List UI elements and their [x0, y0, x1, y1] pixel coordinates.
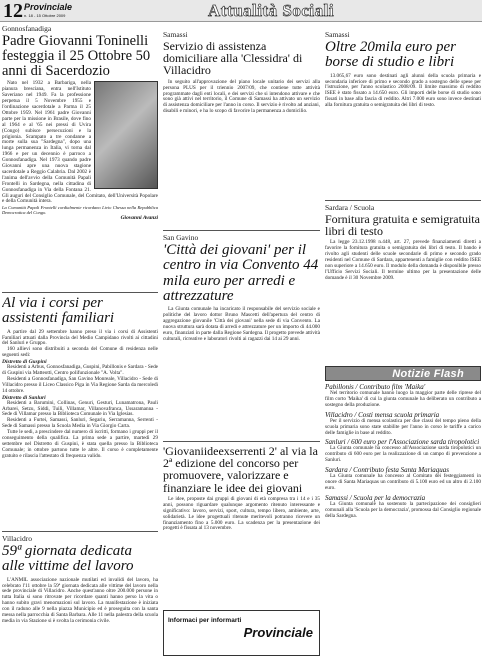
info-box [163, 610, 320, 656]
article-title: Oltre 20mila euro per borse di studio e libri [325, 39, 456, 71]
article-body: La Giunta comunale ha incaricato il responsabile del servizio sociale e politiche del lavoro dottor Bruno Mascetti dell'apertura del centro di aggregazione giovanile 'Città dei giovani' nella sede di via Convento. La nuova struttura sarà dotata di arredi e attrezzature per un importo di 44.000 euro, finanziati in parte dalla Regione Sardegna. Il progetto prevede attività culturali, ricreative e laboratori rivolti ai ragazzi dai 14 ai 29 anni. [163, 306, 320, 342]
notizie-item: La Giunta comunale ha concesso al Comitato dei festeggiamenti in onore di Santa Mariaquas un contributo di 5.100 euro ed un altro di 2.100 euro. [325, 473, 481, 491]
notizie-item: La Giunta comunale ha sostenuto la partecipazione dei consiglieri comunali alla 'Scuola per la democrazia', promossa dal Consiglio regionale della Sardegna. [325, 500, 481, 519]
divider [2, 531, 158, 532]
column-center [163, 24, 320, 656]
info-box-logo: Provinciale [243, 625, 313, 640]
article-title: 'Città dei giovani' per il centro in via Convento 44 mila euro per arredi e attrezzature [163, 242, 319, 304]
article-vittime [2, 534, 158, 656]
article-location: Sardara / Scuola [325, 203, 375, 212]
article-borse-studio [325, 30, 481, 198]
section-title: Attualità Sociali [208, 1, 335, 20]
article-title: Padre Giovanni Toninelli festeggia il 25 Ottobre 50 anni di Sacerdozio [2, 33, 151, 79]
article-citta-giovani [163, 233, 320, 439]
article-location: Gonnosfanadiga [2, 24, 52, 33]
newspaper-logo: Provinciale [24, 2, 73, 12]
article-title: 59ª giornata dedicata alle vittime del lavoro [2, 543, 134, 575]
notizie-item: Nel territorio comunale hanno luogo la maggior parte delle riprese del film corto 'Maika' di cui la giunta comunale ha deliberato un contributo a sostegno della produzione. [325, 390, 481, 408]
article-giovaniidee [163, 444, 320, 606]
article-body: Nato nel 1932 a Barbariga, nella pianura bresciana, entra nell'Istituto Saveriano nel 1949. Fa la professione perpetua il 5 Novembre 1955 e l'ordinazione sacerdotale a Parma il 25 Ottobre 1959. Nel 1961 padre Giovanni parte per la missione in Brasile, dove fino al 1964 e al '65 nei pressi di Uvira (Congo) subisce persecuzioni e la prigionia. Scampato a tre condanne a morte sulla sua "Sardegna", dopo una lunga permanenza in Italia, vi torna dal 1966 e per un decennio è parroco a Gonnosfanadiga. Nel 1973 quando padre Giovanni apre una nuova stagione sacerdotale a Reggio Calabria. Dal 2002 è l'anima dell'avvio della Comunità Papali Frontelli in Sardegna, nella cittadina di Gonnosfanadiga in Via della Fontana 21. Gli auguri del Consiglio Comunale, del Comitato, dell'Università Popolare e della Comunità intera. [2, 80, 158, 205]
article-body: La legge 23.12.1998 n.448, art. 27, prevede finanziamenti diretti a favorire la fornitura gratuita o semigratuita dei libri di testo. Il bando è rivolto agli studenti delle scuole secondarie di primo e secondo grado residenti nel Comune di Sardara, appartenenti a famiglie con reddito ISEE non superiore a 14.650 euro. Il modulo della domanda è disponibile presso l'Ufficio Servizi Sociali. Il termine ultimo per la presentazione delle domande è il 30 Novembre 2009. [325, 239, 481, 281]
article-title: Al via i corsi per assistenti familiari [2, 295, 115, 327]
divider [163, 230, 320, 231]
article-body: 13.065,67 euro sono destinati agli alunni della scuola primaria e secondaria inferiore di primo e secondo grado a sostegno delle spese per l'istruzione, per l'anno scolastico 2008/09. Il limite massimo di reddito ISEE è stato fissato a 14.650 euro. Gli importi delle borse di studio sono fissati in base alla fascia di reddito. Altri 7.000 euro sono invece destinati alla fornitura gratuita o semigratuita dei libri di testo. [325, 72, 481, 109]
article-location: San Gavino [163, 233, 199, 242]
article-location: Samassi [163, 30, 188, 39]
page-header [0, 0, 482, 22]
notizie-flash: Notizie Flash Pabillonis / Contributo film 'Maika' Nel territorio comunale hanno luogo la maggior parte delle riprese del film corto 'Maika' di cui la giunta comunale ha deliberato un contributo a sostegno della produzione. Villacidro / Costi mensa scuola primaria Per il servizio di mensa scolastica per due classi del tempo pieno della scuola primaria sono state stabilite per l'anno in corso le tariffe a carico delle famiglie in base al reddito. Sanluri / 600 euro per l'Associazione sarda tiropolotici La Giunta comunale ha concesso all'Associazione sarda tiropolotici un contributo di 600 euro per la realizzazione di un campo di prevenzione a Sanluri. Sardara / Contributo festa Santa Mariaquas La Giunta comunale ha concesso al Comitato dei festeggiamenti in onore di Santa Mariaquas un contributo di 5.100 euro ed un altro di 2.100 euro. Samassi / Scuola per la democrazia La Giunta comunale ha sostenuto la partecipazione dei consiglieri comunali alla 'Scuola per la democrazia', promossa dal Consiglio regionale della Sardegna. [325, 368, 481, 519]
article-location: Villacidro [2, 534, 32, 543]
page-number: 12 [3, 0, 23, 22]
article-title: Fornitura gratuita e semigratuita libri di testo [325, 212, 480, 239]
article-body: In seguito all'approvazione del piano locale unitario dei servizi alla persona PLUS per il triennio 2007/09, che contiene tutte attività programmate dagli enti locali, e dei servizi che si intendono attivare e che sono già attivi nel territorio, il Comune di Samassi ha attivato un servizio di assistenza domiciliare per l'anno in corso. Il servizio è rivolto ad anziani, disabili e minori, e ha lo scopo di favorire la permanenza a domicilio. [163, 78, 320, 115]
notizie-banner: Notizie Flash [325, 366, 481, 381]
divider [163, 441, 320, 442]
notizie-item: La Giunta comunale ha concesso all'Associazione sarda tiropolotici un contributo di 600 euro per la realizzazione di un campo di prevenzione a Sanluri. [325, 445, 481, 464]
notizie-item: Per il servizio di mensa scolastica per due classi del tempo pieno della scuola primaria sono state stabilite per l'anno in corso le tariffe a carico delle famiglie in base al reddito. [325, 417, 481, 436]
article-title: 'Giovaniideexserrenti 2' al via la 2ª edizione del concorso per promuovere, valorizzare e finanziare le idee dei giovani [163, 444, 318, 495]
article-body: Le idee, proposte dai gruppi di giovani di età compresa tra i 14 e i 35 anni, possono riguardare qualunque argomento ritenuto interessante e significativo: lavoro, servizi, sport, cultura, tempo libero, ambiente, arte, solidarietà. Le idee progettuali ritenute meritevoli potranno ricevere un finanziamento fino a 5.000 euro. La scadenza per la presentazione dei progetti è fissata al 13 novembre. [163, 495, 320, 532]
photo-caption: La Comunità Papali Frontelli cordialmente ricordano Livio Chessa nella Repubblica Democratica del Congo. [2, 205, 158, 216]
article-title: Servizio di assistenza domiciliare alla 'Clessidra' di Villacidro [163, 39, 303, 78]
article-toninelli [2, 24, 158, 291]
info-box-title: Informaci per informarti [168, 617, 242, 624]
column-right [325, 24, 481, 656]
article-photo [94, 81, 158, 189]
column-left [2, 24, 158, 656]
issue-line: n. 18 - 15 Ottobre 2009 [24, 13, 66, 18]
article-signature: Giovanni Avanzi [120, 215, 158, 222]
article-body: L'ANMIL associazione nazionale mutilati ed invalidi del lavoro, ha celebrato l'11 ottobre la 59ª giornata dedicata alle vittime del lavoro nella sede provinciale di Villacidro. Anche quest'anno oltre 200.000 persone in tutta Italia si sono ritrovate per ricordare quanti hanno perso la vita o hanno subito gravi menomazioni sul lavoro. La manifestazione è iniziata con il raduno alle 9 nella piazza Municipio ed è proseguita con la santa messa nella parrocchia di Santa Barbara. Alle 11 nella palestra della scuola media in via Stazione si è svolta la cerimonia civile. [2, 576, 158, 624]
article-libri-testo [325, 203, 481, 363]
divider [2, 292, 158, 293]
article-body: A partire dal 29 settembre hanno preso il via i corsi di Assistenti Familiari attuati dalla Provincia del Medio Campidano rivolti ai cittadini del Sanluri e Gruppo. 160 allievi sono distribuiti a seconda del Comune di residenza nelle seguenti sedi: Distretto di Guspini Residenti a Arbus, Gonnosfanadiga, Guspini, Pabillonis e Sardara - Sede di Guspini via Matteotti, Centro polifunzionale "A. Volta". Residenti a Gonnosfanadiga, San Gavino Monreale, Villacidro - Sede di Villacidro presso il Liceo Classico Piga in Via Regione Sarda da mercoledì 14 ottobre. Distretto di Sanluri Residenti a Barumini, Collinas, Genuri, Gesturi, Lunamatrona, Pauli Arbarei, Setzu, Siddi, Tuili, Villamar, Villanovafranca, Ussaramanna - Sede di Villamar presso la Biblioteca Comunale in Via Iglesias. Residenti a Furtei, Samassi, Sanluri, Segariu, Serramanna, Serrenti - Sede di Samassi presso la Scuola Media in Via Giorgio Carta. Tutte le sedi, a prescindere dal numero di iscritti, formano i gruppi per il conseguimento della qualifica. La prima sede a partire, martedì 29 settembre nel Distretto di Guspini, è stata quella presso la Biblioteca Comunale; in ottobre partono tutte le altre. Il corso è completamente gratuito e rilascia l'attestato di frequenza valido. [2, 328, 158, 459]
article-corsi [2, 295, 158, 529]
article-clessidra [163, 30, 320, 228]
divider [325, 200, 481, 201]
article-location: Samassi [325, 30, 350, 39]
